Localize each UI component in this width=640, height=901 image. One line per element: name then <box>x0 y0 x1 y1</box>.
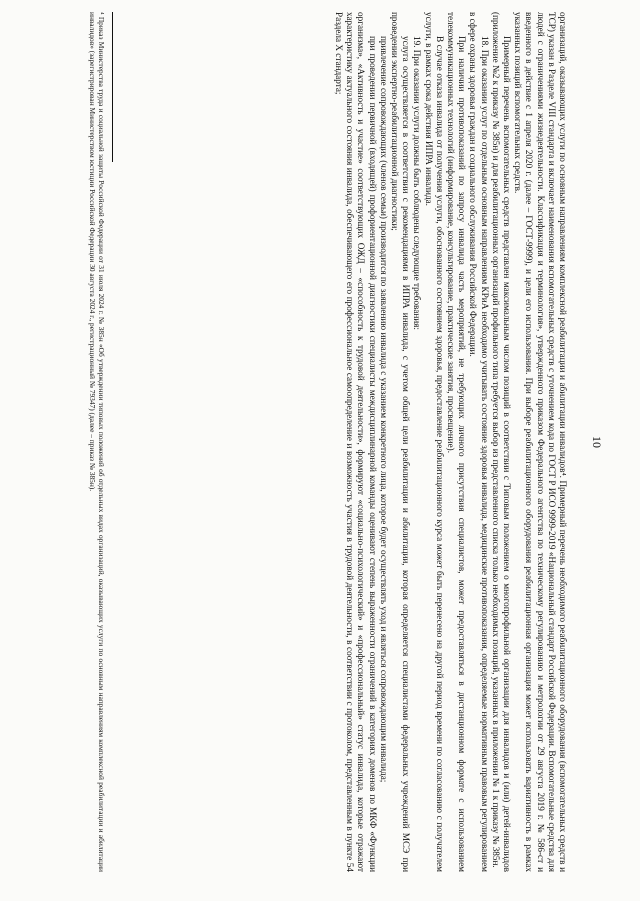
page-number: 10 <box>590 436 604 448</box>
paragraph: В случае отказа инвалида от получения услуги, обоснованного состоянием здоровья, предоставление реабилитационного курса может быть перенесено на другой период времени по согласованию с получателем услуги, в рамках срока действия ИПРА инвалида. <box>423 12 445 872</box>
footnote-divider <box>112 12 113 162</box>
paragraph: организаций, оказывающих услуги по основным направлениям комплексной реабилитации и абилитации инвалидов⁴. Примерный перечень необходимого реабилитационного оборудования (вспомогательных средств и ТСР) указан в Разделе VIII стандарта и включает наименования вспомогательных средств с уточнением кода по ГОСТ Р ИСО 9999-2019 «Национальный стандарт Российской Федерации. Вспомогательные средства для людей с ограничениями жизнедеятельности. Классификация и терминология», утвержденного приказом Федерального агентства по техническому регулированию и метрологии от 29 августа 2019 г. № 586-ст и введенного в действие с 1 апреля 2020 г. (далее – ГОСТ-9999), и цели его использования. При выборе реабилитационного оборудования реабилитационная организация может использовать вариативность в рамках указанных позиций вспомогательных средств. <box>513 12 568 872</box>
footnote: ⁴ Приказ Министерства труда и социальной защиты Российской Федерации от 31 июля 2024 г. № 385н «Об утверждении типовых положений об отдельных видах организаций, оказывающих услуги по основным направлениям комплексной реабилитации и абилитации инвалидов» (зарегистрирован Министерством юстиции Российской Федерации 30 августа 2024 г., регистрационный № 79347) (далее – приказ № 385н). <box>87 12 106 872</box>
paragraph: услуга осуществляется в соответствии с рекомендациями в ИПРА инвалида, с учетом общей цели реабилитации и абилитации, которая определяется специалистами федеральных учреждений МСЭ при проведении экспертно-реабилитационной диагностики; <box>389 12 412 872</box>
paragraph: Примерный перечень вспомогательных средств представлен максимальным числом позиций в соответствии с Типовым положением о многопрофильной организации для инвалидов и (или) детей-инвалидов (приложение №2 к приказу № 385н) и для реабилитационных организаций профильного типа требуется выбор из представленного списка только необходимых позиций, указанных в приложении № 1 к приказу № 385н. <box>490 12 512 872</box>
paragraph: привлечение сопровождающих (членов семьи) производится по заявлению инвалида с указанием конкретного лица, которое будет осуществлять уход и являться сопровождающим инвалида; <box>378 36 389 783</box>
paragraph: при проведении первичной (входящей) профориентационной диагностики специалисты междисциплинарной команды оценивают степень выраженности ограничений в категориях доменов по МКФ «Функции организма», «Активность и участие» соответствующих ОЖД – «способность к трудовой деятельности», формируют «социально-психологический» и «профессиональный» статус инвалида, которые отражают характеристику актуального состояния инвалида, обеспечивающего его профессиональное самоопределение и возможность участия в трудовой деятельности, в соответствии с протоколом, представленным в пункте 54 Раздела X стандарта; <box>333 12 378 872</box>
paragraph: 19. При оказании услуги должны быть соблюдены следующие требования: <box>412 36 423 330</box>
body-text <box>333 12 568 872</box>
paragraph: 18. При оказании услуг по отдельным основным направлениям КРиА необходимо учитывать состояние здоровья инвалида, медицинские противопоказания, определяемые нормативным правовым регулированием в сфере охраны здоровья граждан и социального обслуживания Российской Федерации. <box>468 12 490 872</box>
paragraph: При наличии противопоказаний по запросу инвалида часть мероприятий, не требующих личного присутствия специалистов, может предоставляться в дистанционном формате с использованием телекоммуникационных технологий (информирование, консультирование, практические занятия, просвещение). <box>445 12 468 872</box>
